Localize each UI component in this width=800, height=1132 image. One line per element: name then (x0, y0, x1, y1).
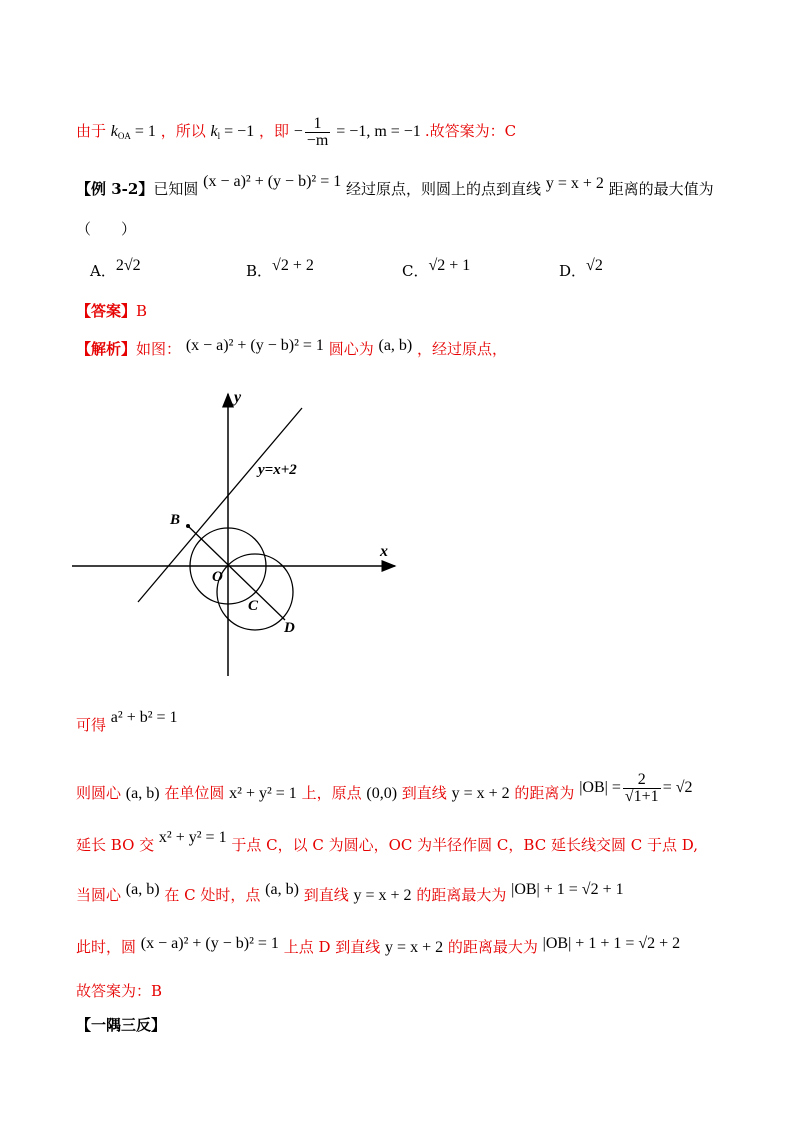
math-center: (a, b) (378, 337, 413, 354)
step-3: 延长 BO 交 x² + y² = 1 于点 C，以 C 为圆心，OC 为半径作圆 C，BC 延长线交圆 C 于点 D, (76, 829, 698, 854)
option-c: C．√2 + 1 (402, 257, 471, 280)
math-distance-ob: |OB| = $\frac{2}{√1+1}$ = √2 (579, 771, 693, 805)
math-slope-fraction: − $\frac{1}{-m}$ = −1, m = −1 (293, 115, 421, 149)
solution-line-1 (76, 116, 516, 149)
example-statement: 【例 3-2】已知圆 (x − a)² + (y − b)² = 1 经过原点，则圆上的点到直线 y = x + 2 距离的最大值为 (76, 173, 714, 198)
label-x-axis: x (380, 543, 388, 560)
math-k-oa: $k_{OA} = 1$ (110, 123, 156, 142)
label-point-o: O (212, 569, 223, 585)
answer-label: 【答案】 (76, 302, 137, 320)
text: 由于 (76, 122, 107, 141)
label-point-d: D (284, 620, 295, 636)
example-paren: （ ） (76, 220, 137, 238)
step-6: 故答案为：B (76, 982, 163, 1000)
label-line: y=x+2 (258, 462, 297, 478)
math-circle-eq: (x − a)² + (y − b)² = 1 (203, 173, 342, 190)
analysis-label: 【解析】 (76, 340, 137, 358)
label-point-c: C (248, 598, 259, 614)
answer-value: B (136, 302, 148, 320)
label-y-axis: y (234, 389, 242, 406)
option-b: B．√2 + 2 (246, 257, 314, 280)
point-b-dot (186, 524, 190, 528)
math-circle-eq: (x − a)² + (y − b)² = 1 (185, 337, 324, 354)
geometry-figure (70, 388, 410, 678)
math-line-eq: y = x + 2 (545, 175, 604, 192)
step-1: 可得 a² + b² = 1 (76, 709, 178, 734)
option-d: D．√2 (559, 257, 603, 280)
math-k-l: $k_l = -1$ (210, 123, 255, 142)
text: .故答案为：C (424, 122, 517, 141)
text: ，所以 (160, 122, 206, 141)
math-a2-b2: a² + b² = 1 (110, 709, 178, 726)
analysis-line: 【解析】如图： (x − a)² + (y − b)² = 1 圆心为 (a, b) ，经过原点， (76, 337, 508, 358)
answer-line (76, 304, 147, 319)
label-point-b: B (170, 512, 181, 528)
example-label: 【例 3-2】 (76, 180, 154, 198)
text: ，即 (258, 122, 289, 141)
step-5: 此时，圆 (x − a)² + (y − b)² = 1 上点 D 到直线 y = x + 2 的距离最大为 |OB| + 1 + 1 = √2 + 2 (76, 935, 681, 956)
step-4: 当圆心 (a, b) 在 C 处时，点 (a, b) 到直线 y = x + 2 的距离最大为 |OB| + 1 = √2 + 1 (76, 881, 624, 904)
segment-bd (188, 526, 285, 620)
step-2: 则圆心 (a, b) 在单位圆 x² + y² = 1 上，原点 (0,0) 到直线 y = x + 2 的距离为 |OB| = $\frac{2}{√1+1}$ = √2 (76, 771, 693, 805)
option-a: A．2√2 (90, 257, 141, 280)
section-title: 【一隅三反】 (76, 1016, 167, 1034)
